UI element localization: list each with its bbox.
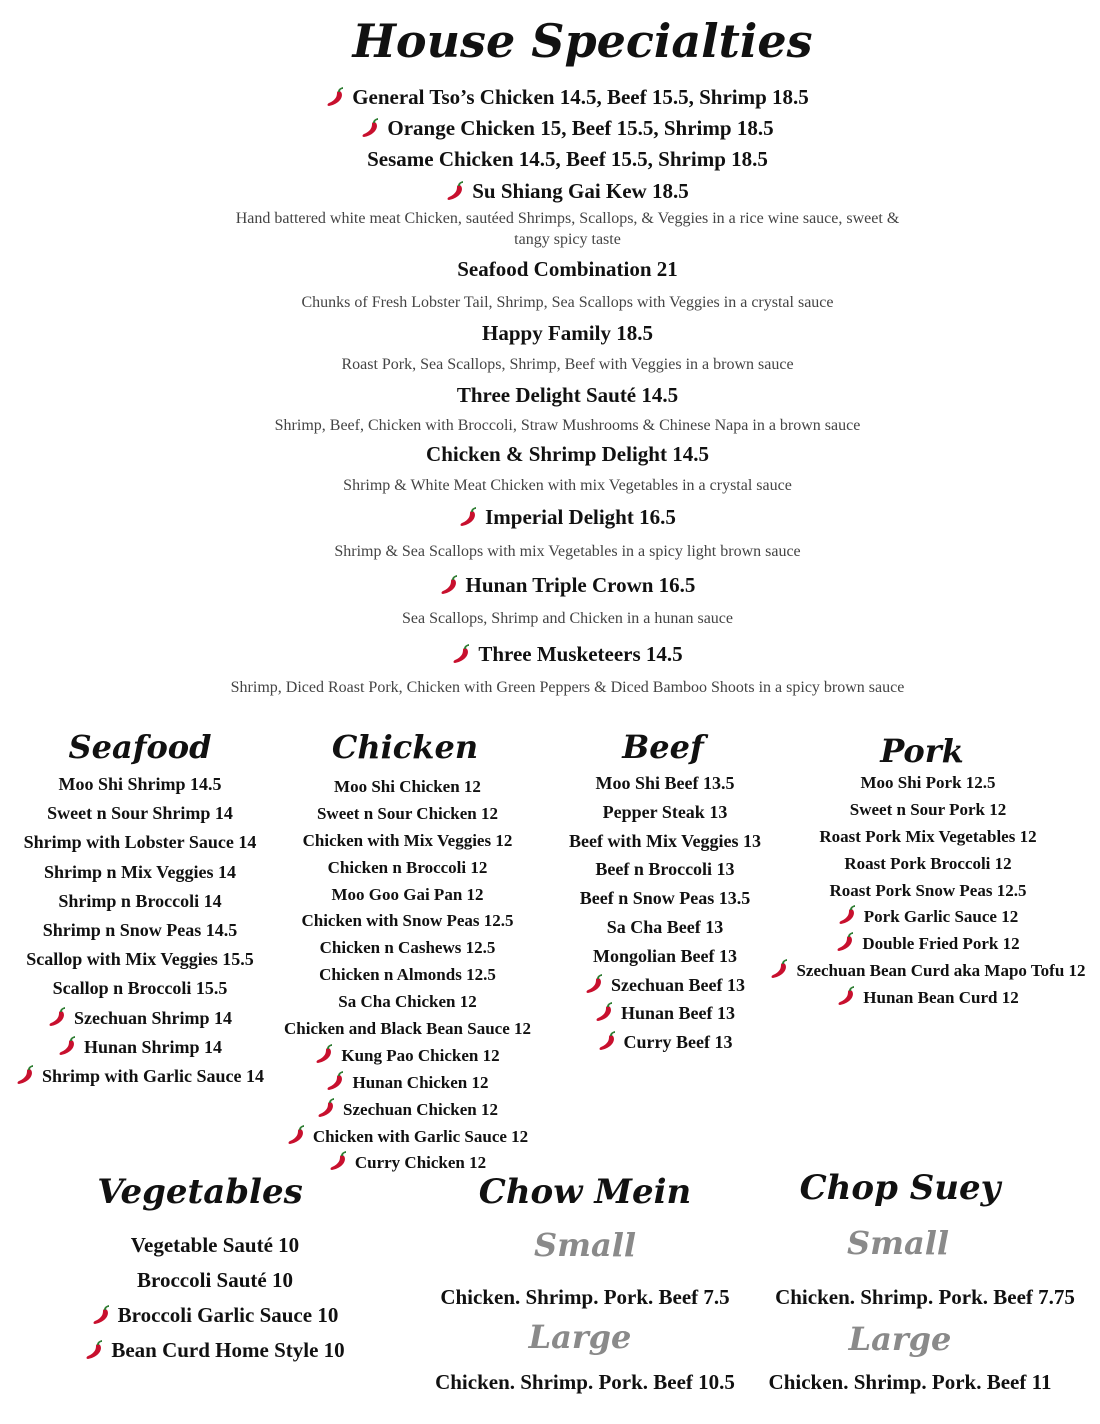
menu-item-label: Three Musketeers 14.5 xyxy=(478,642,683,666)
menu-item xyxy=(331,885,483,904)
menu-item-label: Chicken with Garlic Sauce 12 xyxy=(312,1126,529,1146)
section-title-beef: Beef xyxy=(622,728,704,766)
list-item xyxy=(555,769,775,798)
list-item xyxy=(0,916,280,945)
house-item xyxy=(482,321,653,345)
list-item xyxy=(758,958,1098,985)
menu-item xyxy=(26,949,254,969)
menu-item-label: Shrimp with Garlic Sauce 14 xyxy=(41,1065,264,1086)
chow-mein-large-items: Chicken. Shrimp. Pork. Beef 10.5 xyxy=(435,1370,735,1394)
menu-item xyxy=(334,777,481,796)
chili-pepper-icon xyxy=(598,1030,618,1052)
menu-item xyxy=(837,988,1018,1007)
list-item xyxy=(758,824,1098,851)
chili-pepper-icon xyxy=(459,506,479,528)
chili-pepper-icon xyxy=(837,985,857,1007)
menu-item-label: Shrimp n Mix Veggies 14 xyxy=(43,861,237,882)
section-title-chow-mein: Chow Mein xyxy=(478,1172,692,1212)
menu-item-label: Shrimp with Lobster Sauce 14 xyxy=(23,832,257,853)
menu-item-label: Hunan Chicken 12 xyxy=(352,1072,489,1092)
list-item xyxy=(555,971,775,1000)
menu-item xyxy=(317,804,498,823)
menu-item-label: Bean Curd Home Style 10 xyxy=(111,1338,345,1362)
list-item xyxy=(758,931,1098,958)
menu-item xyxy=(596,773,735,793)
list-item xyxy=(0,770,280,799)
list-item xyxy=(555,913,775,942)
menu-item xyxy=(850,800,1006,819)
house-item-description: Shrimp, Diced Roast Pork, Chicken with Green Peppers & Diced Bamboo Shoots in a spicy brown sauce xyxy=(230,679,905,696)
menu-item xyxy=(860,773,995,792)
list-item xyxy=(0,974,280,1003)
list-item xyxy=(270,855,545,882)
menu-item xyxy=(287,1127,528,1146)
menu-item-label: Vegetable Sauté 10 xyxy=(130,1233,300,1257)
list-item xyxy=(270,828,545,855)
house-item-name xyxy=(0,505,1100,530)
menu-item-label: Su Shiang Gai Kew 18.5 xyxy=(472,179,689,203)
list-item xyxy=(270,962,545,989)
chili-pepper-icon xyxy=(48,1006,68,1028)
menu-item-label: Sweet n Sour Pork 12 xyxy=(849,799,1007,819)
list-item xyxy=(0,945,280,974)
house-item xyxy=(457,257,678,281)
chili-pepper-icon xyxy=(16,1064,36,1086)
page-title: House Specialties xyxy=(352,14,813,68)
menu-item xyxy=(44,862,236,882)
menu-item-label: Chicken n Broccoli 12 xyxy=(327,857,488,877)
list-item xyxy=(270,801,545,828)
menu-item-label: Happy Family 18.5 xyxy=(482,321,653,345)
menu-item xyxy=(47,803,233,823)
menu-item xyxy=(770,961,1085,980)
list-item xyxy=(758,797,1098,824)
list-item xyxy=(555,942,775,971)
menu-item-label: Chicken with Mix Veggies 12 xyxy=(302,830,513,850)
chili-pepper-icon xyxy=(446,180,466,202)
chili-pepper-icon xyxy=(315,1043,335,1065)
menu-item-label: Roast Pork Broccoli 12 xyxy=(844,853,1012,873)
chili-pepper-icon xyxy=(595,1001,615,1023)
menu-item xyxy=(326,1073,488,1092)
list-item xyxy=(40,1228,390,1263)
menu-item xyxy=(16,1066,264,1086)
house-item-description: Shrimp & White Meat Chicken with mix Vegetables in a crystal sauce xyxy=(343,477,792,494)
menu-item-label: Roast Pork Snow Peas 12.5 xyxy=(829,880,1027,900)
menu-item xyxy=(598,1032,733,1052)
house-item-description: Hand battered white meat Chicken, sautéed Shrimps, Scallops, & Veggies in a rice wine sauce, sweet & tangy spicy taste xyxy=(235,210,900,248)
list-item xyxy=(758,770,1098,797)
menu-item-label: Curry Beef 13 xyxy=(623,1032,733,1053)
menu-item xyxy=(844,854,1011,873)
beef-list xyxy=(555,769,775,1057)
menu-item xyxy=(58,1037,222,1057)
menu-item xyxy=(585,975,745,995)
list-item xyxy=(40,1298,390,1333)
menu-item xyxy=(607,917,724,937)
menu-item xyxy=(595,1003,735,1023)
chili-pepper-icon xyxy=(326,86,346,108)
menu-item-label: Szechuan Shrimp 14 xyxy=(73,1007,233,1028)
chili-pepper-icon xyxy=(770,958,790,980)
menu-item-label: Seafood Combination 21 xyxy=(457,257,678,281)
menu-item xyxy=(137,1268,293,1292)
list-item xyxy=(270,935,545,962)
menu-item-label: Chicken n Almonds 12.5 xyxy=(319,965,496,985)
house-item-name xyxy=(0,85,1100,110)
menu-item-label: Chicken with Snow Peas 12.5 xyxy=(301,911,514,931)
chili-pepper-icon xyxy=(361,117,381,139)
menu-item-label: Double Fried Pork 12 xyxy=(862,934,1020,954)
list-item xyxy=(270,1043,545,1070)
chili-pepper-icon xyxy=(85,1339,105,1361)
menu-item-label: Pepper Steak 13 xyxy=(602,801,728,822)
seafood-list xyxy=(0,770,280,1091)
chili-pepper-icon xyxy=(452,643,472,665)
list-item xyxy=(0,1033,280,1062)
list-item xyxy=(758,878,1098,905)
list-item xyxy=(270,1097,545,1124)
menu-item xyxy=(328,858,488,877)
menu-item xyxy=(317,1100,498,1119)
chili-pepper-icon xyxy=(838,904,858,926)
menu-item-label: Imperial Delight 16.5 xyxy=(485,505,676,529)
house-item xyxy=(459,505,676,529)
house-item xyxy=(452,642,682,666)
menu-item xyxy=(53,978,228,998)
menu-item xyxy=(320,938,496,957)
list-item xyxy=(40,1263,390,1298)
house-item xyxy=(426,442,709,466)
menu-item xyxy=(569,831,761,851)
chop-suey-small-items: Chicken. Shrimp. Pork. Beef 7.75 xyxy=(775,1285,1075,1309)
menu-item-label: Szechuan Beef 13 xyxy=(611,974,745,995)
menu-item-label: Broccoli Sauté 10 xyxy=(137,1268,293,1292)
menu-item-label: Sa Cha Beef 13 xyxy=(606,916,724,937)
house-item xyxy=(361,116,773,140)
list-item xyxy=(40,1333,390,1368)
list-item xyxy=(0,887,280,916)
menu-item xyxy=(92,1303,339,1327)
menu-item-label: Pork Garlic Sauce 12 xyxy=(863,907,1019,927)
menu-item-label: Szechuan Bean Curd aka Mapo Tofu 12 xyxy=(796,961,1086,981)
menu-item xyxy=(301,911,513,930)
chili-pepper-icon xyxy=(329,1150,349,1172)
vegetables-list xyxy=(40,1228,390,1368)
chili-pepper-icon xyxy=(317,1097,337,1119)
house-item-name xyxy=(0,147,1100,172)
list-item xyxy=(758,851,1098,878)
menu-item-label: Hunan Beef 13 xyxy=(620,1003,735,1024)
house-item-name xyxy=(0,257,1100,282)
menu-item-label: Chicken n Cashews 12.5 xyxy=(319,938,496,958)
list-item xyxy=(0,828,280,857)
menu-item-label: Three Delight Sauté 14.5 xyxy=(456,383,679,407)
menu-item xyxy=(819,827,1036,846)
house-item xyxy=(326,85,809,109)
menu-item-label: Szechuan Chicken 12 xyxy=(343,1099,498,1119)
list-item xyxy=(555,999,775,1028)
chili-pepper-icon xyxy=(326,1070,346,1092)
chow-mein-large-label: Large xyxy=(528,1318,632,1356)
menu-item-label: Moo Shi Beef 13.5 xyxy=(595,773,735,793)
list-item xyxy=(555,798,775,827)
list-item xyxy=(758,985,1098,1012)
list-item xyxy=(0,1062,280,1091)
menu-item-label: Broccoli Garlic Sauce 10 xyxy=(117,1303,339,1327)
menu-item-label: Scallop with Mix Veggies 15.5 xyxy=(26,949,254,970)
section-title-seafood: Seafood xyxy=(68,728,212,766)
menu-item-label: Shrimp n Snow Peas 14.5 xyxy=(42,919,238,940)
menu-item-label: Sesame Chicken 14.5, Beef 15.5, Shrimp 18.5 xyxy=(367,147,768,171)
house-item-name xyxy=(0,116,1100,141)
chili-pepper-icon xyxy=(58,1035,78,1057)
list-item xyxy=(270,908,545,935)
chili-pepper-icon xyxy=(585,973,605,995)
menu-item xyxy=(131,1233,299,1257)
house-item-description: Shrimp, Beef, Chicken with Broccoli, Straw Mushrooms & Chinese Napa in a brown sauce xyxy=(274,417,861,434)
menu-item xyxy=(593,946,737,966)
house-item-description: Sea Scallops, Shrimp and Chicken in a hunan sauce xyxy=(401,610,734,627)
menu-item xyxy=(43,920,238,940)
menu-item xyxy=(329,1153,486,1172)
chili-pepper-icon xyxy=(287,1124,307,1146)
house-item-name xyxy=(0,442,1100,467)
menu-item-label: Moo Shi Pork 12.5 xyxy=(860,773,996,792)
menu-item xyxy=(48,1008,232,1028)
menu-item xyxy=(24,832,257,852)
list-item xyxy=(555,827,775,856)
list-item xyxy=(555,855,775,884)
chop-suey-large-label: Large xyxy=(848,1320,952,1358)
menu-item-label: Sweet n Sour Shrimp 14 xyxy=(47,803,233,824)
menu-item xyxy=(595,859,734,879)
chili-pepper-icon xyxy=(836,931,856,953)
list-item xyxy=(270,774,545,801)
house-item xyxy=(457,383,678,407)
menu-item-label: Sa Cha Chicken 12 xyxy=(338,992,477,1012)
list-item xyxy=(555,1028,775,1057)
menu-item xyxy=(836,934,1019,953)
menu-item xyxy=(284,1019,531,1038)
menu-item-label: Hunan Bean Curd 12 xyxy=(863,988,1019,1008)
menu-item-label: Kung Pao Chicken 12 xyxy=(341,1045,500,1065)
menu-item-label: Moo Goo Gai Pan 12 xyxy=(331,884,484,904)
section-title-pork: Pork xyxy=(880,732,964,770)
house-item-description: Chunks of Fresh Lobster Tail, Shrimp, Sea Scallops with Veggies in a crystal sauce xyxy=(301,294,834,311)
list-item xyxy=(270,882,545,909)
house-item xyxy=(440,573,696,597)
menu-item-label: Moo Shi Chicken 12 xyxy=(334,777,481,796)
menu-item xyxy=(580,888,751,908)
house-item-name xyxy=(0,573,1100,598)
menu-item-label: Orange Chicken 15, Beef 15.5, Shrimp 18.5 xyxy=(387,116,774,140)
menu-item xyxy=(315,1046,499,1065)
menu-item xyxy=(85,1338,344,1362)
menu-item-label: Shrimp n Broccoli 14 xyxy=(58,890,222,911)
menu-item xyxy=(58,891,221,911)
chili-pepper-icon xyxy=(92,1304,112,1326)
chop-suey-small-label: Small xyxy=(846,1224,949,1262)
chow-mein-small-label: Small xyxy=(533,1226,636,1264)
menu-item-label: Chicken & Shrimp Delight 14.5 xyxy=(426,442,709,466)
menu-item-label: Scallop n Broccoli 15.5 xyxy=(52,978,228,999)
menu-item xyxy=(830,881,1027,900)
menu-item xyxy=(338,992,476,1011)
menu-item xyxy=(303,831,513,850)
list-item xyxy=(270,989,545,1016)
list-item xyxy=(555,884,775,913)
menu-item xyxy=(838,907,1018,926)
list-item xyxy=(0,858,280,887)
house-item-name xyxy=(0,383,1100,408)
house-item xyxy=(446,179,688,203)
house-item-description: Roast Pork, Sea Scallops, Shrimp, Beef with Veggies in a brown sauce xyxy=(341,356,794,373)
menu-item-label: Roast Pork Mix Vegetables 12 xyxy=(819,826,1037,846)
chow-mein-small-items: Chicken. Shrimp. Pork. Beef 7.5 xyxy=(440,1285,730,1309)
pork-list xyxy=(758,770,1098,1012)
menu-item-label: Beef with Mix Veggies 13 xyxy=(569,830,761,851)
menu-item-label: Beef n Broccoli 13 xyxy=(595,859,735,880)
section-title-chop-suey: Chop Suey xyxy=(799,1168,1001,1208)
menu-item-label: Beef n Snow Peas 13.5 xyxy=(579,888,751,909)
chicken-list xyxy=(270,774,545,1177)
menu-item xyxy=(58,774,221,794)
menu-item xyxy=(319,965,496,984)
house-item xyxy=(367,147,768,171)
list-item xyxy=(0,799,280,828)
chili-pepper-icon xyxy=(440,574,460,596)
house-item-name xyxy=(0,642,1100,667)
menu-item-label: Hunan Triple Crown 16.5 xyxy=(465,573,696,597)
list-item xyxy=(270,1070,545,1097)
menu-item xyxy=(603,802,728,822)
menu-item-label: Moo Shi Shrimp 14.5 xyxy=(58,774,222,794)
house-item-description: Shrimp & Sea Scallops with mix Vegetables in a spicy light brown sauce xyxy=(334,543,801,560)
list-item xyxy=(758,904,1098,931)
section-title-vegetables: Vegetables xyxy=(97,1172,303,1212)
list-item xyxy=(270,1016,545,1043)
list-item xyxy=(0,1004,280,1033)
menu-item-label: Sweet n Sour Chicken 12 xyxy=(316,803,499,823)
menu-item-label: Hunan Shrimp 14 xyxy=(83,1036,223,1057)
house-item-name xyxy=(0,321,1100,346)
menu-item-label: Chicken and Black Bean Sauce 12 xyxy=(283,1019,531,1039)
menu-item-label: General Tso’s Chicken 14.5, Beef 15.5, Shrimp 18.5 xyxy=(352,85,809,109)
menu-item-label: Mongolian Beef 13 xyxy=(593,945,737,966)
menu-item-label: Curry Chicken 12 xyxy=(354,1153,487,1173)
chop-suey-large-items: Chicken. Shrimp. Pork. Beef 11 xyxy=(768,1370,1052,1394)
house-item-name xyxy=(0,179,1100,204)
list-item xyxy=(270,1124,545,1151)
section-title-chicken: Chicken xyxy=(331,728,479,766)
